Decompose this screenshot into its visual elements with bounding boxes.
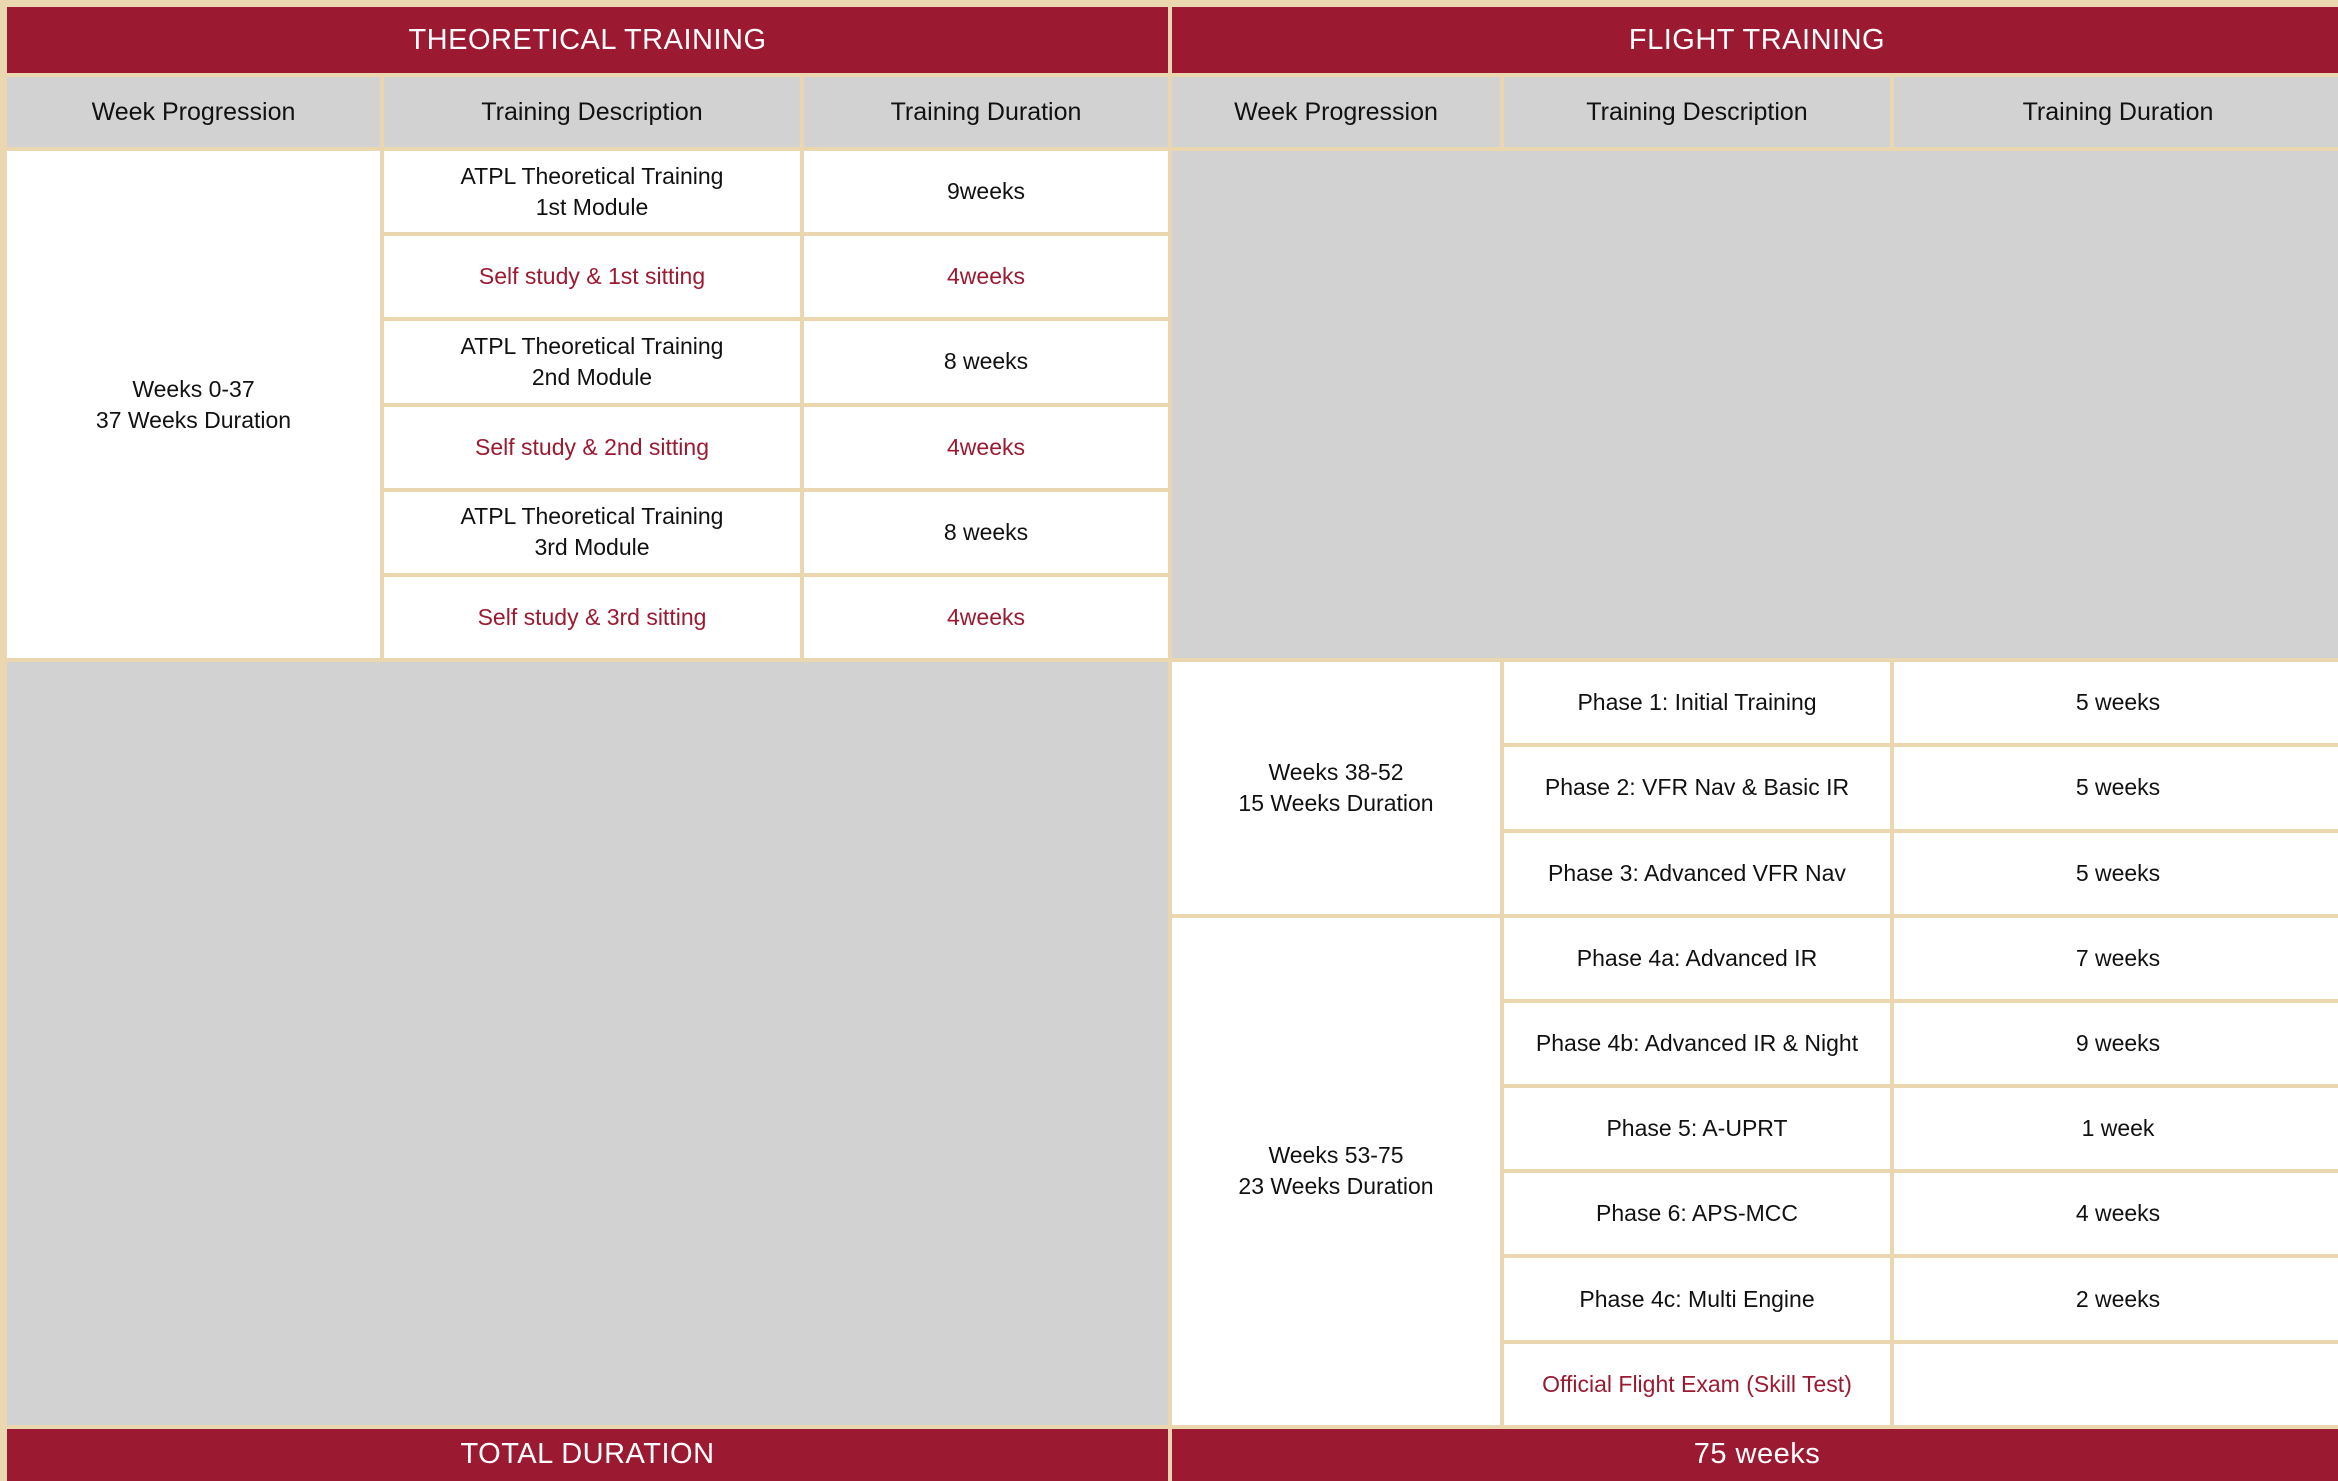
theoretical-row-duration: 8 weeks (804, 492, 1168, 573)
flight-row-description: Phase 4a: Advanced IR (1504, 918, 1890, 999)
theoretical-header-training-duration: Training Duration (804, 77, 1168, 147)
flight-row-duration: 4 weeks (1894, 1173, 2338, 1254)
flight-row-description: Official Flight Exam (Skill Test) (1504, 1344, 1890, 1425)
flight-week-period: Weeks 53-75 23 Weeks Duration (1172, 918, 1500, 1425)
theoretical-row-duration: 4weeks (804, 407, 1168, 488)
theoretical-row-description: Self study & 3rd sitting (384, 577, 800, 658)
theoretical-row-description: ATPL Theoretical Training 1st Module (384, 151, 800, 232)
theoretical-header-week-progression: Week Progression (7, 77, 380, 147)
flight-row-duration: 1 week (1894, 1088, 2338, 1169)
flight-row-description: Phase 5: A-UPRT (1504, 1088, 1890, 1169)
theoretical-row-description: ATPL Theoretical Training 3rd Module (384, 492, 800, 573)
theoretical-row-duration: 4weeks (804, 577, 1168, 658)
theoretical-row-description: Self study & 1st sitting (384, 236, 800, 317)
flight-row-duration (1894, 1344, 2338, 1425)
flight-row-duration: 9 weeks (1894, 1003, 2338, 1084)
theoretical-row-description: Self study & 2nd sitting (384, 407, 800, 488)
total-duration-value: 75 weeks (1172, 1429, 2338, 1481)
theoretical-row-duration: 4weeks (804, 236, 1168, 317)
theoretical-header-training-description: Training Description (384, 77, 800, 147)
flight-header-week-progression: Week Progression (1172, 77, 1500, 147)
flight-header-training-description: Training Description (1504, 77, 1890, 147)
theoretical-training-title: THEORETICAL TRAINING (7, 7, 1168, 73)
flight-header-training-duration: Training Duration (1894, 77, 2338, 147)
flight-row-duration: 5 weeks (1894, 662, 2338, 743)
theoretical-row-duration: 8 weeks (804, 321, 1168, 402)
flight-row-description: Phase 3: Advanced VFR Nav (1504, 833, 1890, 914)
flight-row-duration: 7 weeks (1894, 918, 2338, 999)
flight-training-title: FLIGHT TRAINING (1172, 7, 2338, 73)
flight-row-description: Phase 1: Initial Training (1504, 662, 1890, 743)
flight-row-duration: 5 weeks (1894, 747, 2338, 828)
theoretical-week-period: Weeks 0-37 37 Weeks Duration (7, 151, 380, 658)
flight-row-description: Phase 4b: Advanced IR & Night (1504, 1003, 1890, 1084)
total-duration-label: TOTAL DURATION (7, 1429, 1168, 1481)
theoretical-empty-area (7, 662, 1168, 1425)
flight-row-description: Phase 6: APS-MCC (1504, 1173, 1890, 1254)
flight-row-description: Phase 4c: Multi Engine (1504, 1258, 1890, 1339)
flight-row-duration: 5 weeks (1894, 833, 2338, 914)
flight-empty-area (1172, 151, 2338, 658)
theoretical-row-description: ATPL Theoretical Training 2nd Module (384, 321, 800, 402)
flight-row-description: Phase 2: VFR Nav & Basic IR (1504, 747, 1890, 828)
training-schedule-table (7, 7, 2331, 1471)
flight-row-duration: 2 weeks (1894, 1258, 2338, 1339)
flight-week-period: Weeks 38-52 15 Weeks Duration (1172, 662, 1500, 914)
theoretical-row-duration: 9weeks (804, 151, 1168, 232)
